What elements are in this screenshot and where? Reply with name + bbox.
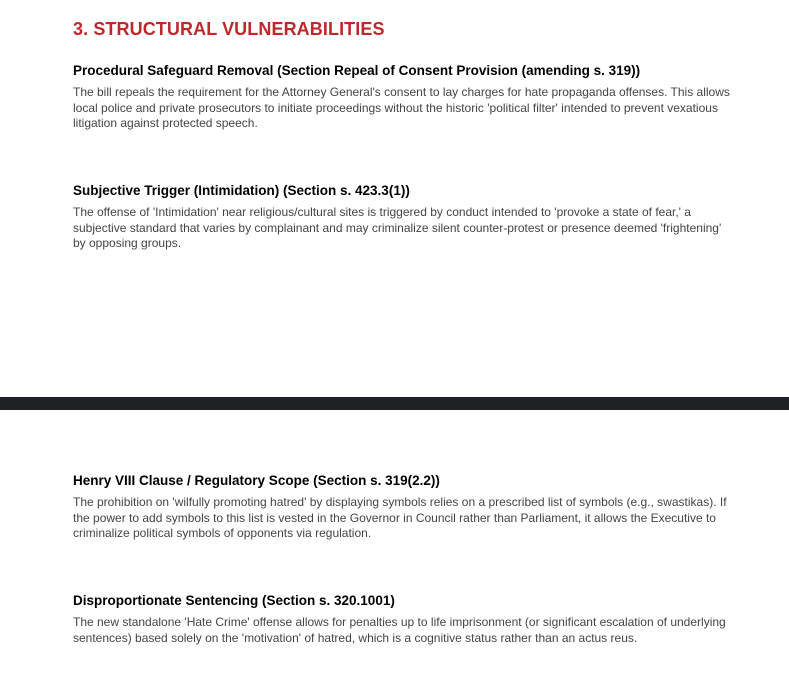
vulnerability-item-disproportionate-sentencing <box>73 592 733 646</box>
item-heading: Disproportionate Sentencing (Section s. 320.1001) <box>73 593 395 608</box>
item-heading: Procedural Safeguard Removal (Section Repeal of Consent Provision (amending s. 319)) <box>73 63 641 78</box>
vulnerability-item-henry-viii-clause <box>73 472 733 542</box>
section-title: 3. STRUCTURAL VULNERABILITIES <box>73 19 385 39</box>
document-page-lower <box>0 410 789 696</box>
page-break-divider <box>0 397 789 410</box>
item-body: The prohibition on 'wilfully promoting hatred' by displaying symbols relies on a prescribed list of symbols (e.g., swastikas). If the power to add symbols to this list is vested in the Governor in Council rather than Parliament, it allows the Executive to criminalize political symbols of opponents via regulation. <box>73 495 727 540</box>
item-heading: Henry VIII Clause / Regulatory Scope (Section s. 319(2.2)) <box>73 473 440 488</box>
item-body: The new standalone 'Hate Crime' offense allows for penalties up to life imprisonment (or significant escalation of underlying sentences) based solely on the 'motivation' of hatred, which is a cognitive status rather than an actus reus. <box>73 615 726 645</box>
vulnerability-item-subjective-trigger <box>73 182 733 252</box>
item-heading: Subjective Trigger (Intimidation) (Section s. 423.3(1)) <box>73 183 410 198</box>
item-body: The offense of 'Intimidation' near religious/cultural sites is triggered by conduct intended to 'provoke a state of fear,' a subjective standard that varies by complainant and may criminalize silent counter-protest or presence deemed 'frightening' by opposing groups. <box>73 205 722 250</box>
item-body: The bill repeals the requirement for the Attorney General's consent to lay charges for hate propaganda offenses. This allows local police and private prosecutors to initiate proceedings without the historic 'political filter' intended to prevent vexatious litigation against protected speech. <box>73 85 730 130</box>
vulnerability-item-procedural-safeguard <box>73 62 733 132</box>
